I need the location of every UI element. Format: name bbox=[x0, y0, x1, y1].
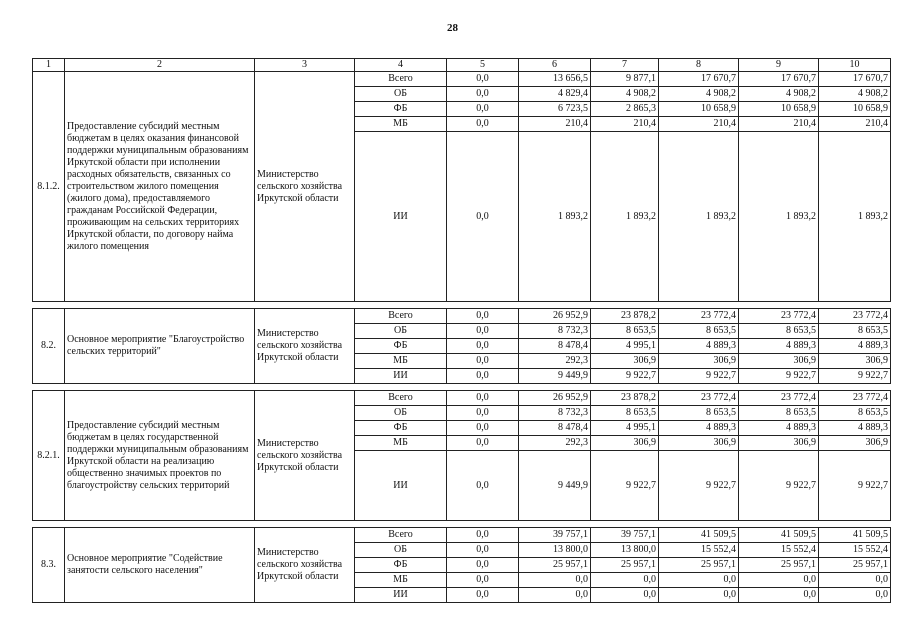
funding-source: МБ bbox=[355, 354, 447, 369]
amount-cell: 25 957,1 bbox=[819, 558, 891, 573]
amount-cell: 0,0 bbox=[519, 588, 591, 603]
responsible-org: Министерство сельского хозяйства Иркутской области bbox=[255, 391, 355, 521]
funding-source: ОБ bbox=[355, 87, 447, 102]
amount-cell: 25 957,1 bbox=[591, 558, 659, 573]
amount-cell: 4 889,3 bbox=[739, 339, 819, 354]
amount-cell: 0,0 bbox=[447, 117, 519, 132]
block-separator bbox=[33, 521, 891, 528]
amount-cell: 1 893,2 bbox=[659, 132, 739, 302]
amount-cell: 8 653,5 bbox=[659, 324, 739, 339]
funding-source: ИИ bbox=[355, 369, 447, 384]
amount-cell: 306,9 bbox=[659, 354, 739, 369]
header-cell: 10 bbox=[819, 59, 891, 72]
separator-cell bbox=[65, 521, 255, 528]
amount-cell: 9 922,7 bbox=[739, 369, 819, 384]
amount-cell: 8 732,3 bbox=[519, 406, 591, 421]
amount-cell: 10 658,9 bbox=[659, 102, 739, 117]
item-name: Предоставление субсидий местным бюджетам в целях оказания финансовой поддержки муниципальным образованиям Иркутской области при исполнении расходных обязательств, связанных со строительством жилого помещения (жилого дома), предоставляемого гражданам Российской Федерации, проживающим на сельских территориях Иркутской области, по договору найма жилого помещения bbox=[65, 72, 255, 302]
amount-cell: 210,4 bbox=[519, 117, 591, 132]
header-cell: 5 bbox=[447, 59, 519, 72]
amount-cell: 0,0 bbox=[447, 573, 519, 588]
amount-cell: 9 922,7 bbox=[591, 369, 659, 384]
amount-cell: 0,0 bbox=[447, 421, 519, 436]
amount-cell: 4 829,4 bbox=[519, 87, 591, 102]
separator-cell bbox=[65, 384, 255, 391]
amount-cell: 10 658,9 bbox=[819, 102, 891, 117]
amount-cell: 1 893,2 bbox=[591, 132, 659, 302]
amount-cell: 8 653,5 bbox=[739, 324, 819, 339]
amount-cell: 306,9 bbox=[591, 354, 659, 369]
separator-cell bbox=[33, 521, 65, 528]
item-code: 8.2. bbox=[33, 309, 65, 384]
header-cell: 9 bbox=[739, 59, 819, 72]
amount-cell: 0,0 bbox=[447, 324, 519, 339]
funding-source: ОБ bbox=[355, 406, 447, 421]
amount-cell: 1 893,2 bbox=[819, 132, 891, 302]
amount-cell: 0,0 bbox=[819, 573, 891, 588]
amount-cell: 0,0 bbox=[447, 369, 519, 384]
amount-cell: 8 653,5 bbox=[739, 406, 819, 421]
amount-cell: 23 772,4 bbox=[739, 309, 819, 324]
amount-cell: 39 757,1 bbox=[519, 528, 591, 543]
amount-cell: 306,9 bbox=[819, 354, 891, 369]
amount-cell: 15 552,4 bbox=[659, 543, 739, 558]
funding-source: Всего bbox=[355, 309, 447, 324]
header-cell: 2 bbox=[65, 59, 255, 72]
amount-cell: 0,0 bbox=[519, 573, 591, 588]
amount-cell: 4 995,1 bbox=[591, 421, 659, 436]
funding-source: ИИ bbox=[355, 451, 447, 521]
amount-cell: 23 772,4 bbox=[739, 391, 819, 406]
amount-cell: 0,0 bbox=[819, 588, 891, 603]
amount-cell: 15 552,4 bbox=[739, 543, 819, 558]
separator-cell bbox=[255, 302, 355, 309]
header-cell: 1 bbox=[33, 59, 65, 72]
amount-cell: 4 908,2 bbox=[659, 87, 739, 102]
amount-cell: 2 865,3 bbox=[591, 102, 659, 117]
table-row bbox=[33, 391, 891, 406]
amount-cell: 8 478,4 bbox=[519, 421, 591, 436]
amount-cell: 6 723,5 bbox=[519, 102, 591, 117]
separator-cell bbox=[355, 521, 447, 528]
separator-cell bbox=[659, 302, 739, 309]
amount-cell: 39 757,1 bbox=[591, 528, 659, 543]
funding-table bbox=[32, 58, 891, 603]
amount-cell: 15 552,4 bbox=[819, 543, 891, 558]
item-name: Основное мероприятие "Благоустройство сельских территорий" bbox=[65, 309, 255, 384]
header-cell: 4 bbox=[355, 59, 447, 72]
amount-cell: 17 670,7 bbox=[659, 72, 739, 87]
separator-cell bbox=[255, 521, 355, 528]
amount-cell: 10 658,9 bbox=[739, 102, 819, 117]
funding-source: ИИ bbox=[355, 132, 447, 302]
amount-cell: 13 800,0 bbox=[519, 543, 591, 558]
header-cell: 6 bbox=[519, 59, 591, 72]
amount-cell: 0,0 bbox=[659, 573, 739, 588]
item-name: Предоставление субсидий местным бюджетам в целях государственной поддержки муниципальным образованиям Иркутской области на реализацию общественно значимых проектов по благоустройству сельских территорий bbox=[65, 391, 255, 521]
amount-cell: 4 908,2 bbox=[739, 87, 819, 102]
header-cell: 3 bbox=[255, 59, 355, 72]
amount-cell: 8 653,5 bbox=[591, 324, 659, 339]
amount-cell: 17 670,7 bbox=[819, 72, 891, 87]
responsible-org: Министерство сельского хозяйства Иркутской области bbox=[255, 528, 355, 603]
amount-cell: 210,4 bbox=[819, 117, 891, 132]
separator-cell bbox=[819, 384, 891, 391]
block-separator bbox=[33, 302, 891, 309]
amount-cell: 0,0 bbox=[739, 573, 819, 588]
separator-cell bbox=[355, 384, 447, 391]
amount-cell: 292,3 bbox=[519, 436, 591, 451]
amount-cell: 0,0 bbox=[447, 339, 519, 354]
amount-cell: 0,0 bbox=[447, 354, 519, 369]
page-number: 28 bbox=[447, 22, 458, 34]
amount-cell: 9 922,7 bbox=[591, 451, 659, 521]
amount-cell: 0,0 bbox=[447, 558, 519, 573]
funding-source: Всего bbox=[355, 72, 447, 87]
separator-cell bbox=[739, 521, 819, 528]
amount-cell: 8 478,4 bbox=[519, 339, 591, 354]
amount-cell: 9 922,7 bbox=[739, 451, 819, 521]
amount-cell: 0,0 bbox=[591, 573, 659, 588]
amount-cell: 0,0 bbox=[447, 528, 519, 543]
separator-cell bbox=[659, 521, 739, 528]
amount-cell: 292,3 bbox=[519, 354, 591, 369]
separator-cell bbox=[591, 302, 659, 309]
item-name: Основное мероприятие "Содействие занятости сельского населения" bbox=[65, 528, 255, 603]
amount-cell: 13 800,0 bbox=[591, 543, 659, 558]
amount-cell: 41 509,5 bbox=[739, 528, 819, 543]
amount-cell: 1 893,2 bbox=[739, 132, 819, 302]
amount-cell: 0,0 bbox=[447, 102, 519, 117]
amount-cell: 13 656,5 bbox=[519, 72, 591, 87]
funding-source: МБ bbox=[355, 573, 447, 588]
separator-cell bbox=[519, 302, 591, 309]
funding-source: ФБ bbox=[355, 421, 447, 436]
amount-cell: 17 670,7 bbox=[739, 72, 819, 87]
amount-cell: 26 952,9 bbox=[519, 391, 591, 406]
amount-cell: 9 449,9 bbox=[519, 451, 591, 521]
funding-source: ОБ bbox=[355, 324, 447, 339]
separator-cell bbox=[519, 521, 591, 528]
amount-cell: 9 922,7 bbox=[819, 369, 891, 384]
amount-cell: 0,0 bbox=[739, 588, 819, 603]
funding-source: ФБ bbox=[355, 102, 447, 117]
separator-cell bbox=[447, 302, 519, 309]
separator-cell bbox=[591, 521, 659, 528]
amount-cell: 210,4 bbox=[659, 117, 739, 132]
amount-cell: 25 957,1 bbox=[659, 558, 739, 573]
amount-cell: 0,0 bbox=[447, 309, 519, 324]
amount-cell: 9 922,7 bbox=[659, 369, 739, 384]
separator-cell bbox=[591, 384, 659, 391]
amount-cell: 23 878,2 bbox=[591, 309, 659, 324]
item-code: 8.3. bbox=[33, 528, 65, 603]
amount-cell: 0,0 bbox=[447, 72, 519, 87]
separator-cell bbox=[33, 302, 65, 309]
separator-cell bbox=[447, 384, 519, 391]
amount-cell: 210,4 bbox=[739, 117, 819, 132]
item-code: 8.2.1. bbox=[33, 391, 65, 521]
amount-cell: 0,0 bbox=[659, 588, 739, 603]
amount-cell: 1 893,2 bbox=[519, 132, 591, 302]
amount-cell: 0,0 bbox=[447, 436, 519, 451]
amount-cell: 0,0 bbox=[447, 132, 519, 302]
amount-cell: 306,9 bbox=[659, 436, 739, 451]
amount-cell: 306,9 bbox=[591, 436, 659, 451]
amount-cell: 4 889,3 bbox=[659, 421, 739, 436]
amount-cell: 4 908,2 bbox=[591, 87, 659, 102]
amount-cell: 23 772,4 bbox=[819, 391, 891, 406]
separator-cell bbox=[739, 384, 819, 391]
separator-cell bbox=[33, 384, 65, 391]
amount-cell: 0,0 bbox=[591, 588, 659, 603]
amount-cell: 4 908,2 bbox=[819, 87, 891, 102]
funding-source: МБ bbox=[355, 436, 447, 451]
amount-cell: 4 889,3 bbox=[819, 421, 891, 436]
amount-cell: 23 772,4 bbox=[659, 391, 739, 406]
amount-cell: 8 653,5 bbox=[819, 406, 891, 421]
separator-cell bbox=[65, 302, 255, 309]
table-row bbox=[33, 528, 891, 543]
amount-cell: 25 957,1 bbox=[519, 558, 591, 573]
separator-cell bbox=[659, 384, 739, 391]
responsible-org: Министерство сельского хозяйства Иркутской области bbox=[255, 309, 355, 384]
separator-cell bbox=[819, 521, 891, 528]
table-row bbox=[33, 72, 891, 87]
amount-cell: 0,0 bbox=[447, 451, 519, 521]
separator-cell bbox=[819, 302, 891, 309]
amount-cell: 9 877,1 bbox=[591, 72, 659, 87]
header-cell: 7 bbox=[591, 59, 659, 72]
amount-cell: 8 653,5 bbox=[819, 324, 891, 339]
amount-cell: 9 449,9 bbox=[519, 369, 591, 384]
separator-cell bbox=[355, 302, 447, 309]
amount-cell: 4 889,3 bbox=[659, 339, 739, 354]
funding-source: МБ bbox=[355, 117, 447, 132]
amount-cell: 0,0 bbox=[447, 588, 519, 603]
funding-source: ФБ bbox=[355, 558, 447, 573]
amount-cell: 0,0 bbox=[447, 391, 519, 406]
funding-source: Всего bbox=[355, 391, 447, 406]
amount-cell: 9 922,7 bbox=[659, 451, 739, 521]
amount-cell: 8 732,3 bbox=[519, 324, 591, 339]
funding-source: ФБ bbox=[355, 339, 447, 354]
amount-cell: 41 509,5 bbox=[819, 528, 891, 543]
amount-cell: 4 889,3 bbox=[819, 339, 891, 354]
funding-source: ОБ bbox=[355, 543, 447, 558]
amount-cell: 8 653,5 bbox=[591, 406, 659, 421]
separator-cell bbox=[519, 384, 591, 391]
responsible-org: Министерство сельского хозяйства Иркутской области bbox=[255, 72, 355, 302]
amount-cell: 0,0 bbox=[447, 87, 519, 102]
amount-cell: 4 995,1 bbox=[591, 339, 659, 354]
separator-cell bbox=[447, 521, 519, 528]
amount-cell: 0,0 bbox=[447, 406, 519, 421]
amount-cell: 306,9 bbox=[739, 436, 819, 451]
amount-cell: 25 957,1 bbox=[739, 558, 819, 573]
amount-cell: 41 509,5 bbox=[659, 528, 739, 543]
block-separator bbox=[33, 384, 891, 391]
item-code: 8.1.2. bbox=[33, 72, 65, 302]
amount-cell: 306,9 bbox=[739, 354, 819, 369]
amount-cell: 23 878,2 bbox=[591, 391, 659, 406]
separator-cell bbox=[255, 384, 355, 391]
amount-cell: 8 653,5 bbox=[659, 406, 739, 421]
amount-cell: 26 952,9 bbox=[519, 309, 591, 324]
separator-cell bbox=[739, 302, 819, 309]
amount-cell: 0,0 bbox=[447, 543, 519, 558]
amount-cell: 4 889,3 bbox=[739, 421, 819, 436]
amount-cell: 210,4 bbox=[591, 117, 659, 132]
amount-cell: 9 922,7 bbox=[819, 451, 891, 521]
header-row bbox=[33, 59, 891, 72]
header-cell: 8 bbox=[659, 59, 739, 72]
funding-source: Всего bbox=[355, 528, 447, 543]
amount-cell: 306,9 bbox=[819, 436, 891, 451]
amount-cell: 23 772,4 bbox=[819, 309, 891, 324]
table-row bbox=[33, 309, 891, 324]
funding-source: ИИ bbox=[355, 588, 447, 603]
amount-cell: 23 772,4 bbox=[659, 309, 739, 324]
